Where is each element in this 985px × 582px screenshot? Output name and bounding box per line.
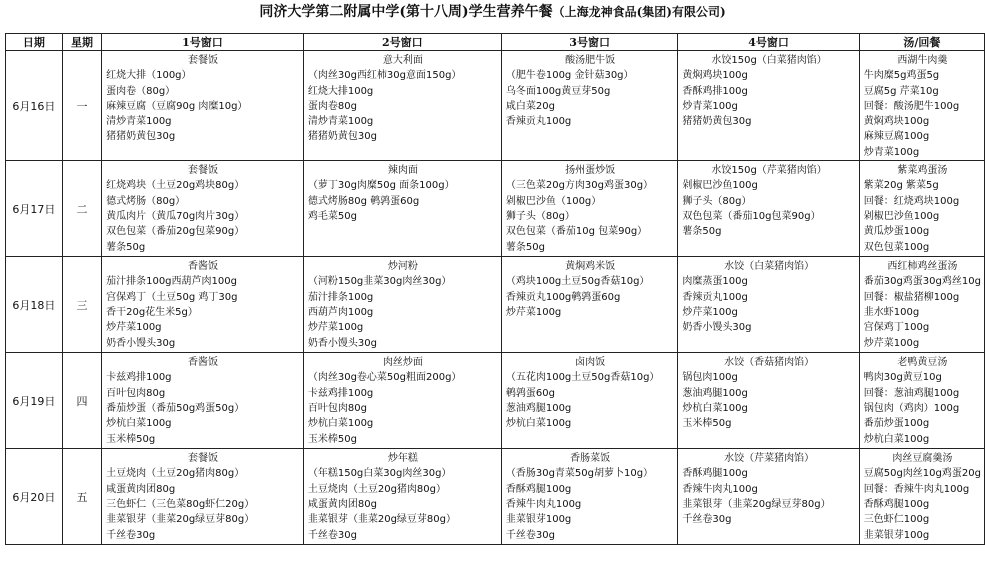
dish-line: 玉米棒50g: [106, 433, 156, 445]
dish-line: 剁椒巴沙鱼（100g）: [505, 195, 602, 207]
dish-line: 奶香小馒头30g: [682, 322, 752, 334]
dish-line: 红烧大排（100g）: [106, 70, 192, 82]
column-header: 汤/回餐: [859, 34, 984, 51]
dish-line: 鸡毛菜50g: [307, 210, 357, 222]
menu-cell: [678, 161, 859, 257]
dish-line: 牛肉糜5g鸡蛋5g: [863, 70, 940, 82]
dish-line: 双色包菜（番茄20g包菜90g）: [106, 226, 245, 238]
dish-title: 西红柿鸡丝蛋汤: [887, 261, 958, 273]
dish-line: 双色包菜（番茄10g 包菜90g）: [505, 226, 648, 238]
menu-cell: [678, 449, 859, 545]
dish-line: 玉米棒50g: [307, 433, 357, 445]
dish-line: 清炒青菜100g: [106, 116, 172, 128]
dish-line: 香辣牛肉丸100g: [682, 483, 758, 495]
dish-line: 回餐：椒盐猪柳100g: [863, 291, 960, 303]
dish-line: （肉丝30g卷心菜50g粗面200g）: [307, 372, 462, 384]
dish-line: （三色菜20g方肉30g鸡蛋30g）: [505, 180, 654, 192]
dish-line: 韭水虾100g: [863, 306, 920, 318]
dish-line: 薯条50g: [682, 226, 722, 238]
dish-line: 麻辣豆腐100g: [863, 131, 930, 143]
dish-line: 土豆烧肉（土豆20g猪肉80g）: [106, 468, 245, 480]
dish-line: 清炒青菜100g: [307, 116, 374, 128]
weekday-cell: 三: [62, 257, 101, 353]
company-name: （上海龙神食品(集团)有限公司): [552, 5, 726, 19]
dish-line: 韭菜银芽（韭菜20g绿豆芽80g）: [307, 514, 456, 526]
menu-cell: [102, 51, 304, 161]
dish-title: 水饺150g（芹菜猪肉馅）: [711, 165, 827, 177]
menu-cell: [501, 51, 678, 161]
dish-line: 鹌鹑蛋60g: [505, 387, 555, 399]
dish-title: 水饺150g（白菜猪肉馅）: [711, 55, 827, 66]
dish-line: 宫保鸡丁（土豆50g 鸡丁30g: [106, 291, 238, 303]
dish-line: 百叶包肉80g: [307, 402, 367, 414]
dish-line: 锅包肉（鸡肉）100g: [863, 402, 960, 414]
dish-title: 套餐饭: [187, 165, 218, 177]
dish-line: 炒芹菜100g: [863, 337, 920, 349]
dish-line: 炒芹菜100g: [106, 322, 162, 334]
dish-title: 套餐饭: [187, 453, 218, 465]
menu-cell: [678, 51, 859, 161]
dish-line: 千丝卷30g: [307, 529, 357, 541]
menu-cell: [102, 353, 304, 449]
dish-title: 肉丝炒面: [382, 357, 423, 369]
weekday-cell: 二: [62, 161, 101, 257]
menu-cell: [102, 161, 304, 257]
dish-line: 玉米棒50g: [682, 418, 732, 430]
day-row: [6, 161, 985, 257]
dish-line: 回餐：红烧鸡块100g: [863, 195, 960, 207]
menu-cell: [859, 449, 984, 545]
dish-line: （鸡块100g土豆50g香菇10g）: [505, 276, 650, 288]
dish-line: 黄瓜炒蛋100g: [863, 226, 930, 238]
dish-title: 水饺（香菇猪肉馅）: [724, 357, 815, 369]
menu-cell: [501, 353, 678, 449]
dish-line: 回餐：葱油鸡腿100g: [863, 387, 960, 399]
menu-cell: [859, 51, 984, 161]
dish-line: （肉丝30g西红柿30g意面150g）: [307, 70, 462, 82]
dish-line: 葱油鸡腿100g: [682, 387, 748, 399]
dish-line: 蛋肉卷（80g）: [106, 85, 176, 97]
weekday-cell: 四: [62, 353, 101, 449]
menu-cell: [303, 51, 501, 161]
column-header: 4号窗口: [678, 34, 859, 51]
dish-line: 狮子头（80g）: [682, 195, 752, 207]
dish-line: （萝丁30g肉糜50g 面条100g）: [307, 180, 455, 192]
dish-line: 薯条50g: [106, 241, 146, 253]
dish-title: 水饺（芹菜猪肉馅）: [724, 453, 815, 465]
dish-line: 韭菜银芽100g: [505, 514, 572, 526]
column-header: 日期: [6, 34, 63, 51]
dish-line: 百叶包肉80g: [106, 387, 166, 399]
dish-line: 韭菜银芽（韭菜20g绿豆芽80g）: [682, 498, 831, 510]
menu-cell: [859, 161, 984, 257]
dish-line: 德式烤肠（80g）: [106, 195, 186, 207]
dish-line: 香酥鸡排100g: [682, 85, 748, 97]
dish-line: 番茄30g鸡蛋30g鸡丝10g: [863, 276, 981, 288]
dish-line: 宫保鸡丁100g: [863, 322, 930, 334]
dish-title: 卤肉饭: [575, 357, 606, 369]
dish-line: 茄汁排条100g西葫芦肉100g: [106, 276, 237, 288]
date-cell: 6月16日: [6, 51, 63, 161]
dish-line: 黄瓜肉片（黄瓜70g肉片30g）: [106, 210, 245, 222]
dish-line: 德式烤肠80g 鹌鹑蛋60g: [307, 195, 420, 207]
dish-line: 狮子头（80g）: [505, 210, 575, 222]
dish-line: 回餐：香辣牛肉丸100g: [863, 483, 970, 495]
dish-line: 猪猪奶黄包30g: [682, 116, 752, 128]
menu-cell: [102, 449, 304, 545]
date-cell: 6月17日: [6, 161, 63, 257]
dish-line: 千丝卷30g: [106, 529, 156, 541]
dish-line: 西葫芦肉100g: [307, 306, 374, 318]
dish-line: 炒芹菜100g: [307, 322, 364, 334]
dish-line: 炒杭白菜100g: [307, 418, 374, 430]
menu-cell: [303, 257, 501, 353]
dish-line: 双色包菜（番茄10g包菜90g）: [682, 210, 821, 222]
dish-line: 咸蛋黄肉团80g: [307, 498, 377, 510]
dish-line: 黄焖鸡块100g: [863, 116, 930, 128]
dish-line: 三色虾仁100g: [863, 514, 930, 526]
dish-line: （年糕150g白菜30g肉丝30g）: [307, 468, 452, 480]
dish-line: 炒芹菜100g: [505, 306, 562, 318]
dish-line: 千丝卷30g: [682, 514, 732, 526]
dish-line: 豆腐5g 芹菜10g: [863, 85, 939, 97]
dish-line: 三色虾仁（三色菜80g虾仁20g）: [106, 498, 255, 510]
dish-title: 炒年糕: [387, 453, 418, 465]
dish-title: 西湖牛肉羹: [897, 55, 948, 66]
day-row: [6, 449, 985, 545]
weekday-cell: 五: [62, 449, 101, 545]
dish-line: 黄焖鸡块100g: [682, 70, 748, 82]
menu-cell: [303, 449, 501, 545]
dish-line: 炒青菜100g: [682, 100, 738, 112]
dish-line: 卡兹鸡排100g: [307, 387, 374, 399]
dish-title: 辣肉面: [387, 165, 418, 177]
dish-line: 韭菜银芽100g: [863, 529, 930, 541]
dish-line: 薯条50g: [505, 241, 545, 253]
dish-title: 香酱饭: [187, 357, 218, 369]
dish-title: 香酱饭: [187, 261, 218, 273]
dish-line: （河粉150g韭菜30g肉丝30g）: [307, 276, 452, 288]
dish-title: 酸汤肥牛饭: [565, 55, 616, 66]
dish-line: 香辣贡丸100g鹌鹑蛋60g: [505, 291, 621, 303]
menu-cell: [501, 161, 678, 257]
dish-line: 香辣贡丸100g: [682, 291, 748, 303]
date-cell: 6月18日: [6, 257, 63, 353]
dish-line: 猪猪奶黄包30g: [307, 131, 377, 143]
dish-line: 乌冬面100g黄豆芽50g: [505, 85, 611, 97]
dish-line: 千丝卷30g: [505, 529, 555, 541]
dish-line: 番茄炒蛋100g: [863, 418, 930, 430]
dish-line: 香干20g花生米5g）: [106, 306, 198, 318]
column-header: 1号窗口: [102, 34, 304, 51]
dish-line: 炒芹菜100g: [682, 306, 738, 318]
dish-line: 红烧大排100g: [307, 85, 374, 97]
dish-line: 炒杭白菜100g: [682, 402, 748, 414]
dish-line: 奶香小馒头30g: [106, 337, 176, 349]
dish-line: （肥牛卷100g 金针菇30g）: [505, 70, 634, 82]
date-cell: 6月19日: [6, 353, 63, 449]
day-row: [6, 51, 985, 161]
dish-line: 番茄炒蛋（番茄50g鸡蛋50g）: [106, 402, 245, 414]
dish-line: 香酥鸡腿100g: [863, 498, 930, 510]
dish-line: 咸白菜20g: [505, 100, 555, 112]
dish-line: 卡兹鸡排100g: [106, 372, 172, 384]
dish-line: 鸭肉30g黄豆10g: [863, 372, 942, 384]
menu-cell: [859, 257, 984, 353]
dish-line: 剁椒巴沙鱼100g: [682, 180, 758, 192]
dish-line: 猪猪奶黄包30g: [106, 131, 176, 143]
dish-line: 肉糜蒸蛋100g: [682, 276, 748, 288]
dish-line: 豆腐50g肉丝10g鸡蛋20g: [863, 468, 981, 480]
dish-title: 水饺（白菜猪肉馅）: [724, 261, 815, 273]
dish-line: 土豆烧肉（土豆20g猪肉80g）: [307, 483, 446, 495]
dish-line: 炒杭白菜100g: [863, 433, 930, 445]
menu-cell: [678, 353, 859, 449]
dish-title: 黄焖鸡米饭: [565, 261, 616, 273]
dish-line: （香肠30g青菜50g胡萝卜10g）: [505, 468, 654, 480]
dish-line: 香辣贡丸100g: [505, 116, 572, 128]
column-header: 3号窗口: [501, 34, 678, 51]
header-row: [6, 34, 985, 51]
dish-title: 套餐饭: [187, 55, 218, 66]
dish-line: （五花肉100g土豆50g香菇10g）: [505, 372, 660, 384]
dish-line: 香辣牛肉丸100g: [505, 498, 582, 510]
menu-cell: [303, 353, 501, 449]
dish-line: 香酥鸡腿100g: [682, 468, 748, 480]
dish-line: 蛋肉卷80g: [307, 100, 357, 112]
dish-line: 炒杭白菜100g: [106, 418, 172, 430]
dish-line: 葱油鸡腿100g: [505, 402, 572, 414]
dish-line: 香酥鸡腿100g: [505, 483, 572, 495]
dish-title: 香肠菜饭: [570, 453, 611, 465]
dish-line: 奶香小馒头30g: [307, 337, 377, 349]
title-text: 同济大学第二附属中学(第十八周)学生营养午餐: [259, 4, 553, 20]
dish-title: 炒河粉: [387, 261, 418, 273]
dish-line: 咸蛋黄肉团80g: [106, 483, 176, 495]
column-header: 星期: [62, 34, 101, 51]
menu-title: [0, 2, 985, 22]
date-cell: 6月20日: [6, 449, 63, 545]
menu-cell: [501, 257, 678, 353]
lunch-menu-table: [5, 33, 985, 545]
dish-title: 紫菜鸡蛋汤: [897, 165, 948, 177]
dish-line: 炒青菜100g: [863, 146, 920, 158]
dish-line: 双色包菜100g: [863, 241, 930, 253]
dish-title: 肉丝豆腐羹汤: [892, 453, 953, 465]
dish-line: 剁椒巴沙鱼100g: [863, 210, 940, 222]
dish-title: 老鸭黄豆汤: [897, 357, 948, 369]
day-row: [6, 257, 985, 353]
day-row: [6, 353, 985, 449]
menu-cell: [303, 161, 501, 257]
dish-line: 红烧鸡块（土豆20g鸡块80g）: [106, 180, 245, 192]
dish-line: 茄汁排条100g: [307, 291, 374, 303]
dish-line: 回餐：酸汤肥牛100g: [863, 100, 960, 112]
menu-body: [6, 51, 985, 545]
dish-line: 韭菜银芽（韭菜20g绿豆芽80g）: [106, 514, 255, 526]
dish-line: 炒杭白菜100g: [505, 418, 572, 430]
weekday-cell: 一: [62, 51, 101, 161]
column-header: 2号窗口: [303, 34, 501, 51]
dish-title: 意大利面: [382, 55, 423, 66]
menu-cell: [678, 257, 859, 353]
menu-cell: [102, 257, 304, 353]
dish-title: 扬州蛋炒饭: [565, 165, 616, 177]
dish-line: 锅包肉100g: [682, 372, 738, 384]
menu-cell: [501, 449, 678, 545]
dish-line: 紫菜20g 紫菜5g: [863, 180, 939, 192]
dish-line: 麻辣豆腐（豆腐90g 肉糜10g）: [106, 100, 248, 112]
menu-cell: [859, 353, 984, 449]
